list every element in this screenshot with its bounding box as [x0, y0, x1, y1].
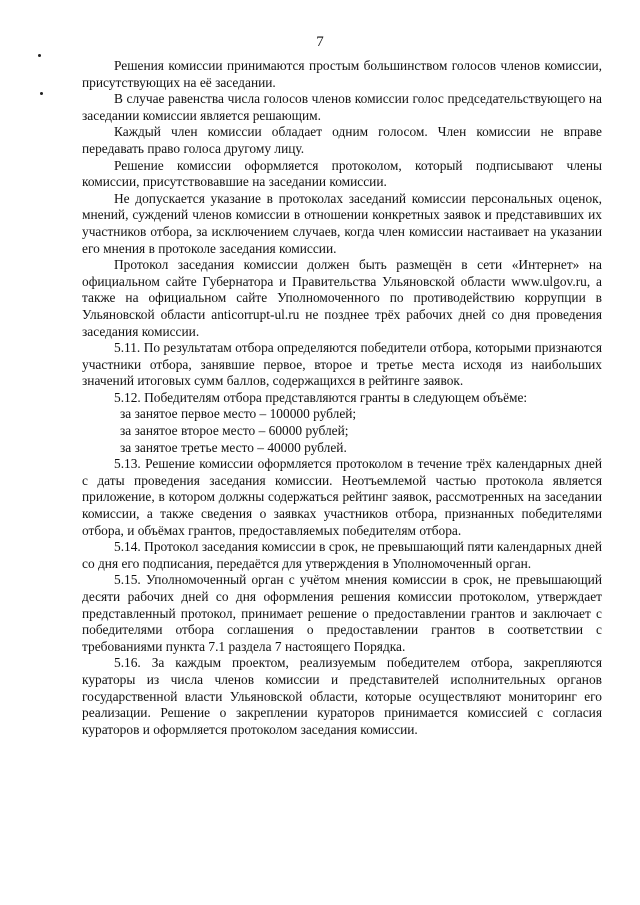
grant-third-place: за занятое третье место – 40000 рублей. — [120, 439, 347, 455]
paragraph-one-vote: Каждый член комиссии обладает одним голосом. Член комиссии не вправе передавать право голоса другому лицу. — [82, 124, 602, 156]
paragraph-5-12: 5.12. Победителям отбора представляются гранты в следующем объёме: — [114, 389, 528, 405]
page-number: 7 — [316, 34, 324, 50]
paragraph-no-personal-opinions: Не допускается указание в протоколах заседаний комиссии персональных оценок, мнений, суждений членов комиссии в отношении конкретных заявок и представивших их участников отбора, за исключением случаев, когда член комиссии настаивает на указании его мнения в протоколе заседания комиссии. — [82, 190, 602, 256]
margin-dot-top — [38, 54, 41, 57]
paragraph-decisions: Решения комиссии принимаются простым большинством голосов членов комиссии, присутствующих на её заседании. — [82, 58, 602, 90]
paragraph-tie-vote: В случае равенства числа голосов членов комиссии голос председательствующего на заседании комиссии является решающим. — [82, 91, 602, 123]
paragraph-protocol-publication: Протокол заседания комиссии должен быть размещён в сети «Интернет» на официальном сайте Губернатора и Правительства Ульяновской области www.ulgov.ru, а также на официальном сайте Уполномоченного по противодействию коррупции в Ульяновской области anticorrupt-ul.ru не позднее трёх рабочих дней со дня проведения заседания комиссии. — [82, 257, 602, 339]
grant-second-place: за занятое второе место – 60000 рублей; — [120, 423, 349, 439]
margin-dot-bottom — [40, 92, 43, 95]
paragraph-5-11: 5.11. По результатам отбора определяются победители отбора, которыми признаются участники отбора, занявшие первое, второе и третье места исходя из наибольших значений итоговых сумм баллов, содержащихся в рейтинге заявок. — [82, 340, 602, 389]
paragraph-5-14: 5.14. Протокол заседания комиссии в срок, не превышающий пяти календарных дней со дня его подписания, передаётся для утверждения в Уполномоченный орган. — [82, 539, 602, 571]
paragraph-5-15: 5.15. Уполномоченный орган с учётом мнения комиссии в срок, не превышающий десяти рабочих дней со дня оформления решения комиссии протоколом, утверждает представленный протокол, принимает решение о предоставлении грантов и заключает с победителями отбора соглашения о предоставлении грантов в соответствии с требованиями пункта 7.1 раздела 7 настоящего Порядка. — [82, 572, 602, 654]
document-body — [82, 58, 602, 738]
grant-first-place: за занятое первое место – 100000 рублей; — [120, 406, 357, 422]
paragraph-5-13: 5.13. Решение комиссии оформляется протоколом в течение трёх календарных дней с даты проведения заседания комиссии. Неотъемлемой частью протокола является приложение, в котором должны содержаться рейтинг заявок, рассмотренных на заседании комиссии, а также сведения о заявках участников отбора, признанных победителями отбора, и объёмах грантов, предоставляемых победителям отбора. — [82, 456, 602, 538]
paragraph-protocol-signing: Решение комиссии оформляется протоколом, который подписывают члены комиссии, присутствовавшие на заседании комиссии. — [82, 157, 602, 190]
paragraph-5-16: 5.16. За каждым проектом, реализуемым победителем отбора, закрепляются кураторы из числа членов комиссии и представителей исполнительных органов государственной власти Ульяновской области, которые осуществляют мониторинг его реализации. Решение о закреплении кураторов принимается комиссией с согласия кураторов и оформляется протоколом заседания комиссии. — [82, 655, 602, 737]
